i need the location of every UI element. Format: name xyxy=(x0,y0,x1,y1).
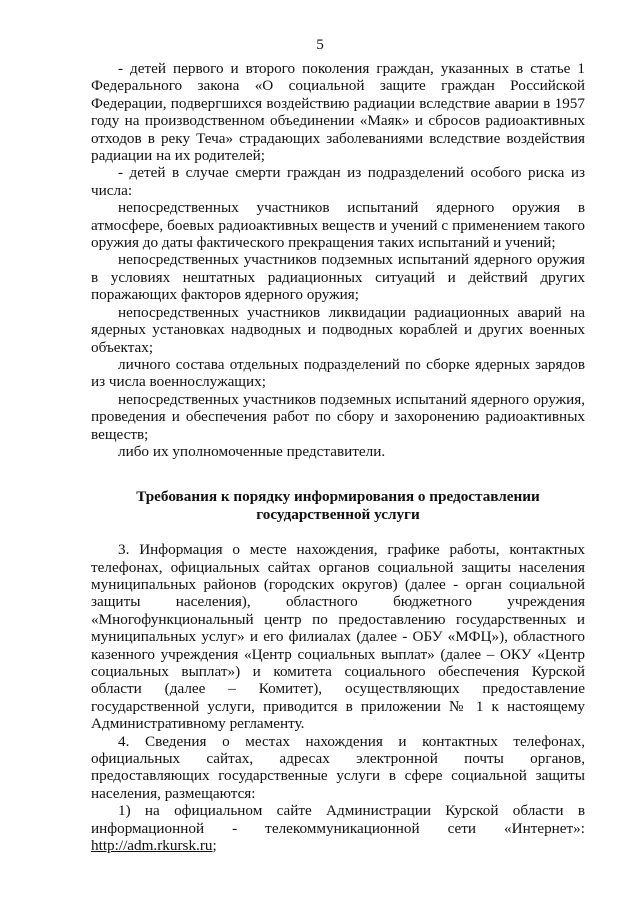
page-number: 5 xyxy=(316,36,324,53)
section-heading-line-1: Требования к порядку информирования о предоставлении xyxy=(136,488,540,506)
paragraph-4: 4. Сведения о местах нахождения и контактных телефонах, официальных сайтах, адресах электронной почты органов, предоставляющих государственные услуги в сфере социальной защиты населения, размещаются: xyxy=(91,732,585,802)
paragraph-4-1-end: ; xyxy=(212,837,217,855)
section-heading-line-2: государственной услуги xyxy=(256,505,420,523)
paragraph-special-risk-children: - детей в случае смерти граждан из подразделений особого риска из числа: xyxy=(91,164,585,199)
paragraph-waste-burial: непосредственных участников подземных испытаний ядерного оружия, проведения и обеспечения работ по сбору и захоронению радиоактивных веществ; xyxy=(91,390,585,443)
paragraph-mayak-children: - детей первого и второго поколения граждан, указанных в статье 1 Федерального закона «О социальной защите граждан Российской Федерации, подвергшихся воздействию радиации вследствие аварии в 1957 году на производственном объединении «Маяк» и сбросов радиоактивных отходов в реку Теча» страдающих заболеваниями вследствие воздействия радиации на их родителей; xyxy=(91,60,585,165)
paragraph-4-1-text: 1) на официальном сайте Администрации Курской области в информационной - телекоммуникационной сети «Интернет»: xyxy=(91,802,585,837)
paragraph-assembly-personnel: личного состава отдельных подразделений по сборке ядерных зарядов из числа военнослужащих; xyxy=(91,355,585,391)
adm-rkursk-link[interactable]: http://adm.rkursk.ru xyxy=(91,837,213,855)
document-body xyxy=(91,60,585,854)
paragraph-representatives: либо их уполномоченные представители. xyxy=(118,442,386,460)
paragraph-3: 3. Информация о месте нахождения, графике работы, контактных телефонах, официальных сайтах органов социальной защиты населения муниципальных районов (городских округов) (далее - орган социальной защиты населения), областного бюджетного учреждения «Многофункциональный центр по предоставлению государственных и муниципальных услуг» и его филиалах (далее - ОБУ «МФЦ»), областного казенного учреждения «Центр социальных выплат» (далее – ОКУ «Центр социальных выплат») и комитета социального обеспечения Курской области (далее – Комитет), осуществляющих предоставление государственной услуги, приводится в приложении № 1 к настоящему Административному регламенту. xyxy=(91,541,585,733)
paragraph-atmospheric-tests: непосредственных участников испытаний ядерного оружия в атмосфере, боевых радиоактивных веществ и учений с применением такого оружия до даты фактического прекращения таких испытаний и учений; xyxy=(91,199,585,252)
paragraph-radiation-accidents: непосредственных участников ликвидации радиационных аварий на ядерных установках надводных и подводных кораблей и других военных объектах; xyxy=(91,303,585,356)
paragraph-4-1 xyxy=(91,802,585,854)
paragraph-underground-tests: непосредственных участников подземных испытаний ядерного оружия в условиях нештатных радиационных ситуаций и действий других поражающих факторов ядерного оружия; xyxy=(91,251,585,304)
section-heading xyxy=(91,488,585,523)
